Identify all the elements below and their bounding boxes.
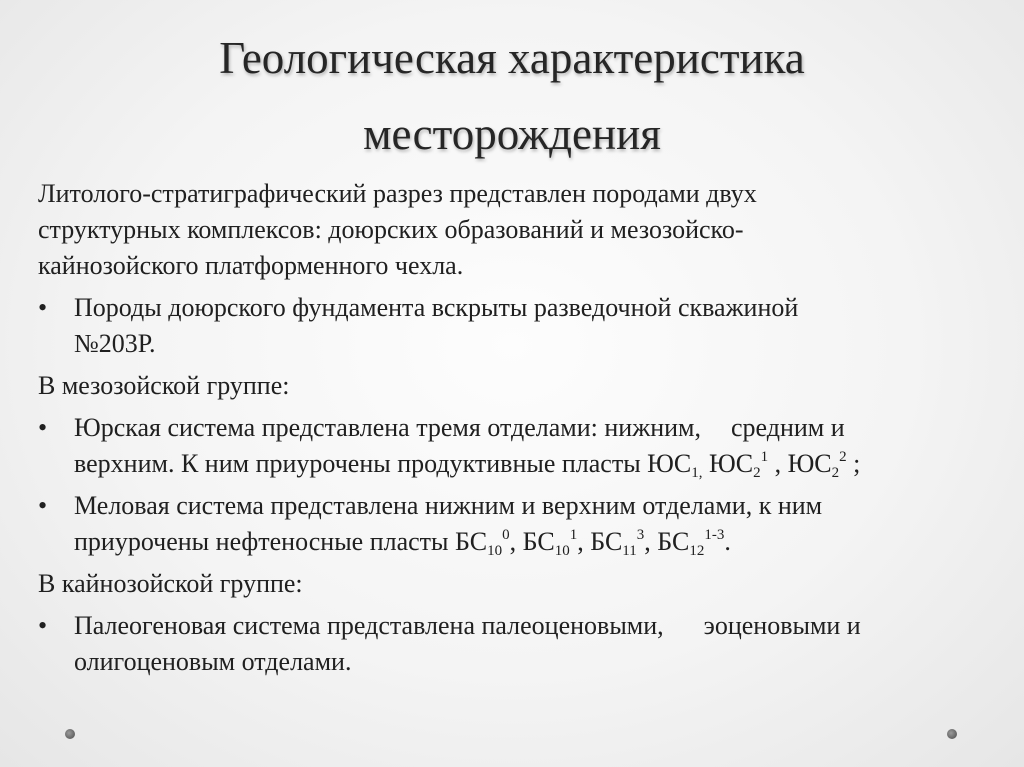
layer-name: , БС (509, 527, 555, 556)
layer-index: 10 (554, 543, 570, 559)
corner-dot-decoration (947, 729, 957, 739)
layer-index: 2 (831, 465, 840, 481)
bullet-basement (38, 290, 988, 362)
bullet-jurassic (38, 410, 988, 482)
layer-index: 1, (691, 465, 703, 481)
layer-exponent: 3 (636, 527, 645, 543)
bullet-dot: • (38, 491, 48, 520)
bullet-line (74, 524, 988, 560)
layer-index: 11 (622, 543, 637, 559)
bullet-line (74, 410, 988, 446)
heading-cenozoic: В кайнозойской группе: (38, 569, 303, 598)
bullet-text: приурочены нефтеносные пласты БС (74, 527, 488, 556)
title-line-2: месторождения (363, 109, 661, 159)
bullet-line: Меловая система представлена нижним и верхним отделами, к ним (74, 491, 823, 520)
layer-exponent: 1 (760, 449, 769, 465)
layer-exponent: 0 (502, 527, 510, 543)
bullet-text: Палеогеновая система представлена палеоценовыми, (74, 611, 664, 640)
intro-line: Литолого-стратиграфический разрез представлен породами двух (38, 179, 757, 208)
slide-title (0, 20, 1024, 172)
layer-name: , БС (577, 527, 623, 556)
bullet-text: эоценовыми и (703, 611, 861, 640)
layer-exponent: 2 (839, 449, 847, 465)
title-line-1: Геологическая характеристика (219, 33, 805, 83)
bullet-dot: • (38, 413, 48, 442)
bullet-line: Породы доюрского фундамента вскрыты разведочной скважиной (74, 293, 799, 322)
layer-name: ЮС (787, 449, 832, 478)
bullet-dot: • (38, 611, 48, 640)
line-end: ; (846, 449, 861, 478)
layer-name: , БС (644, 527, 690, 556)
bullet-text: верхним. К ним приурочены продуктивные пласты ЮС (74, 449, 692, 478)
bullet-line (74, 608, 988, 644)
intro-paragraph (38, 176, 988, 284)
bullet-line: №203Р. (74, 329, 156, 358)
layer-exponent: 1-3 (704, 527, 725, 543)
corner-dot-decoration (65, 729, 75, 739)
intro-line: кайнозойского платформенного чехла. (38, 251, 464, 280)
bullet-text: Юрская система представлена тремя отделами: нижним, (74, 413, 701, 442)
intro-line: структурных комплексов: доюрских образований и мезозойско- (38, 215, 744, 244)
separator: , (768, 449, 788, 478)
bullet-cretaceous (38, 488, 988, 560)
layer-index: 10 (487, 543, 503, 559)
bullet-line (74, 446, 988, 482)
layer-name: ЮС (702, 449, 754, 478)
bullet-dot: • (38, 293, 48, 322)
layer-exponent: 1 (569, 527, 578, 543)
bullet-text: средним и (730, 413, 845, 442)
slide-body (38, 176, 988, 686)
layer-index: 2 (753, 465, 761, 481)
bullet-line: олигоценовым отделами. (74, 647, 352, 676)
heading-mesozoic: В мезозойской группе: (38, 371, 290, 400)
bullet-paleogene (38, 608, 988, 680)
layer-index: 12 (689, 543, 705, 559)
line-end: . (724, 527, 731, 556)
